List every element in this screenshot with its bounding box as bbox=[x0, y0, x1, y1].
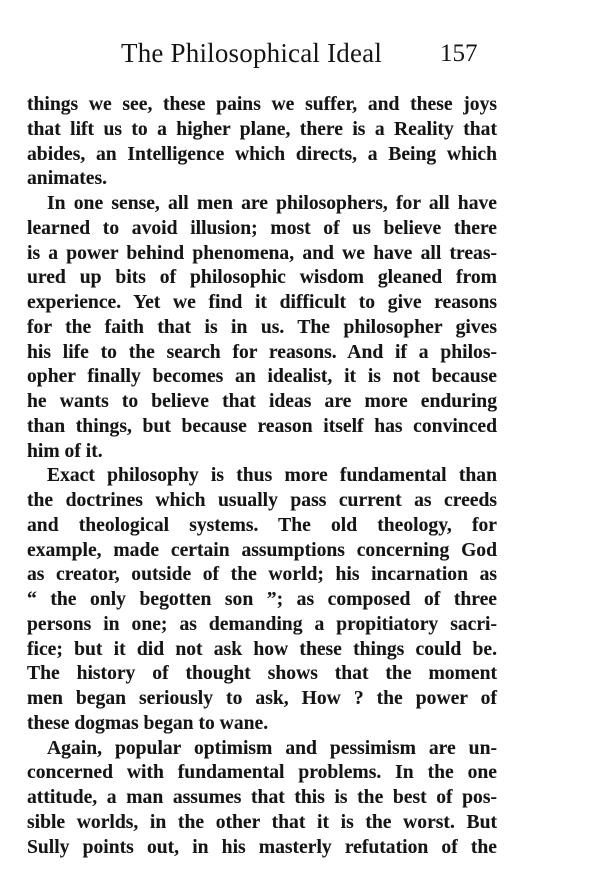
text-line: he wants to believe that ideas are more enduring bbox=[27, 391, 497, 412]
text-line: men began seriously to ask, How ? the power of bbox=[27, 688, 497, 709]
paragraph bbox=[27, 192, 497, 464]
text-line: and theological systems. The old theology, for bbox=[27, 514, 497, 536]
text-line: his life to the search for reasons. And if a philos- bbox=[27, 341, 497, 363]
text-line: The history of thought shows that the moment bbox=[27, 663, 497, 685]
text-line: the doctrines which usually pass current as creeds bbox=[27, 490, 497, 511]
paragraph bbox=[27, 93, 497, 192]
text-line: In one sense, all men are philosophers, for all have bbox=[47, 193, 497, 214]
text-line: as creator, outside of the world; his incarnation as bbox=[27, 564, 497, 586]
text-line: him of it. bbox=[27, 440, 103, 462]
text-line: concerned with fundamental problems. In the one bbox=[27, 762, 497, 784]
text-line: these dogmas began to wane. bbox=[27, 712, 269, 734]
text-line: learned to avoid illusion; most of us believe there bbox=[27, 217, 497, 239]
text-line: opher finally becomes an idealist, it is not because bbox=[27, 366, 497, 388]
text-line: attitude, a man assumes that this is the best of pos- bbox=[27, 787, 497, 808]
text-line: things we see, these pains we suffer, and these joys bbox=[27, 94, 497, 115]
text-line: abides, an Intelligence which directs, a Being which bbox=[27, 143, 497, 165]
text-line: experience. Yet we find it difficult to give reasons bbox=[27, 292, 497, 313]
text-line: fice; but it did not ask how these things could be. bbox=[27, 638, 497, 660]
text-line: that lift us to a higher plane, there is a Reality that bbox=[27, 118, 497, 140]
page-header bbox=[0, 38, 600, 78]
text-line: Again, popular optimism and pessimism are un- bbox=[47, 737, 497, 759]
text-line: example, made certain assumptions concerning God bbox=[27, 539, 497, 561]
text-line: ured up bits of philosophic wisdom gleaned from bbox=[27, 267, 497, 289]
text-line: “ the only begotten son ”; as composed of three bbox=[27, 589, 497, 610]
page-number: 157 bbox=[440, 40, 478, 67]
text-line: Exact philosophy is thus more fundamental than bbox=[47, 465, 497, 487]
text-line: is a power behind phenomena, and we have all treas- bbox=[27, 242, 497, 264]
text-line: Sully points out, in his masterly refutation of the bbox=[27, 836, 497, 858]
body-text bbox=[27, 93, 497, 860]
text-line: persons in one; as demanding a propitiatory sacri- bbox=[27, 613, 497, 635]
paragraph bbox=[27, 464, 497, 736]
text-line: sible worlds, in the other that it is the worst. But bbox=[27, 811, 497, 833]
text-line: than things, but because reason itself has convinced bbox=[27, 415, 497, 437]
paragraph bbox=[27, 737, 497, 861]
text-line: for the faith that is in us. The philosopher gives bbox=[27, 316, 497, 338]
text-line: animates. bbox=[27, 168, 108, 190]
running-title: The Philosophical Ideal bbox=[121, 38, 383, 68]
